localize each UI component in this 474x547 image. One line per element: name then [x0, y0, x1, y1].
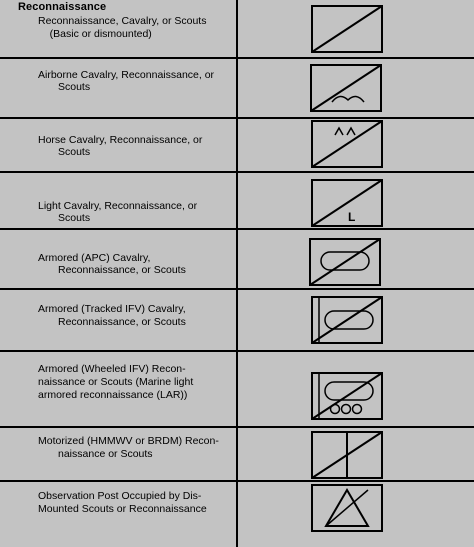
row-label-line: Mounted Scouts or Reconnaissance [38, 503, 207, 515]
table-row [0, 173, 474, 230]
horse-cavalry-symbol [311, 120, 383, 168]
table-row [0, 290, 474, 352]
light-cavalry-symbol [311, 179, 383, 227]
table-row [0, 352, 474, 428]
row-label-line: Armored (Wheeled IFV) Recon- [38, 363, 186, 375]
row-label-line: Motorized (HMMWV or BRDM) Recon- [38, 435, 219, 447]
row-label-line: Reconnaissance, or Scouts [58, 264, 186, 276]
symbol-letter: L [348, 210, 356, 224]
table-row [0, 482, 474, 547]
row-label-line: Armored (Tracked IFV) Cavalry, [38, 303, 186, 315]
row-label-line: Reconnaissance, Cavalry, or Scouts [38, 15, 207, 27]
row-label-line: Light Cavalry, Reconnaissance, or [38, 200, 198, 212]
row-label-line: Reconnaissance, or Scouts [58, 316, 186, 328]
motorized-recon-symbol [311, 431, 383, 479]
table-row [0, 428, 474, 482]
table-row [0, 59, 474, 119]
armored-tracked-ifv-symbol [311, 296, 383, 344]
observation-post-symbol [311, 484, 383, 532]
table-row [0, 230, 474, 290]
armored-apc-symbol [309, 238, 381, 286]
row-label-line: Armored (APC) Cavalry, [38, 252, 151, 264]
row-label-line: naissance or Scouts [58, 448, 153, 460]
basic-recon-symbol [311, 5, 383, 53]
airborne-recon-symbol [310, 64, 382, 112]
table-row [0, 0, 474, 59]
row-label-line: armored reconnaissance (LAR)) [38, 389, 188, 401]
row-label-line: Scouts [58, 212, 91, 224]
row-label-line: Scouts [58, 81, 91, 93]
row-label-line: Airborne Cavalry, Reconnaissance, or [38, 69, 215, 81]
section-title: Reconnaissance [18, 1, 107, 13]
armored-wheeled-ifv-symbol [311, 372, 383, 420]
table-row [0, 119, 474, 173]
row-label-line: Scouts [58, 146, 91, 158]
row-label-line: Horse Cavalry, Reconnaissance, or [38, 134, 203, 146]
row-label-line: Observation Post Occupied by Dis- [38, 490, 202, 502]
row-label-line: naissance or Scouts (Marine light [38, 376, 194, 388]
row-label-line: (Basic or dismounted) [38, 28, 152, 40]
